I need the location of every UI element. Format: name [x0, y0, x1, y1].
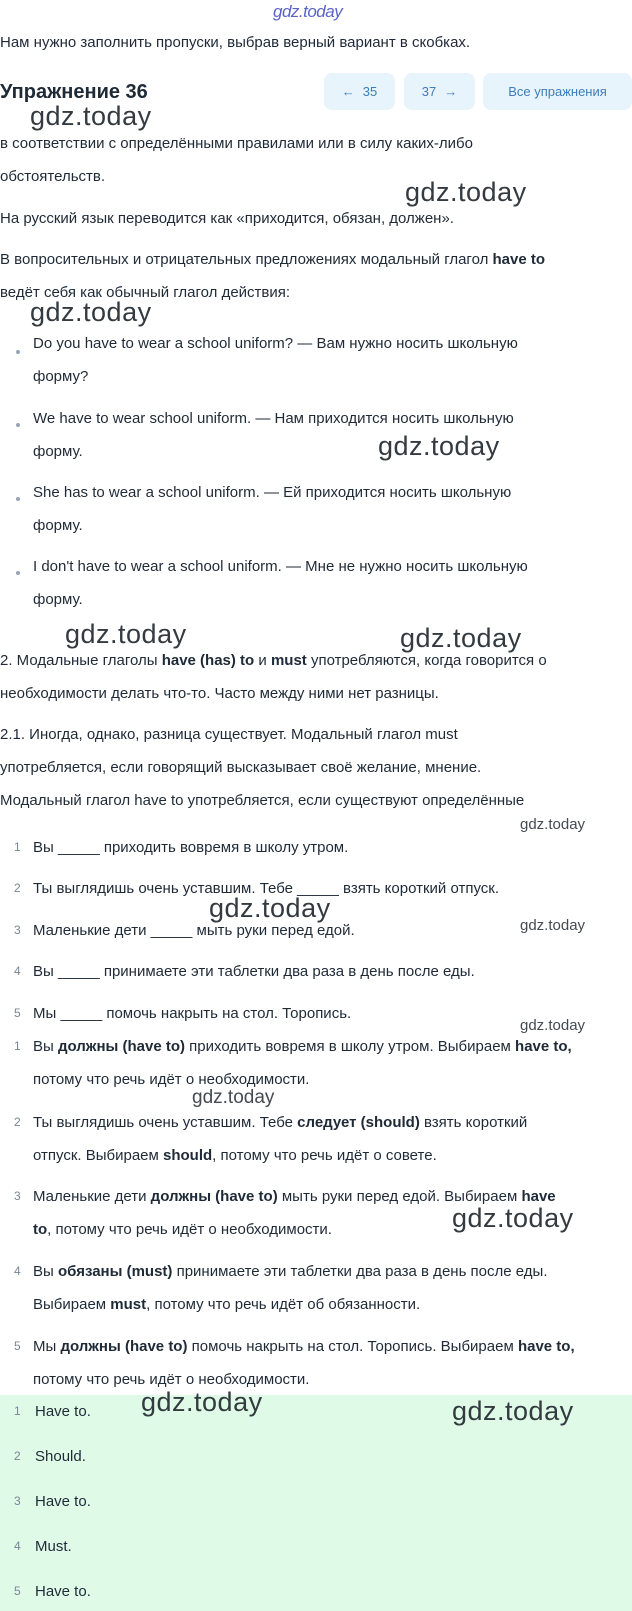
solution-item-cont: потому что речь идёт о необходимости. — [33, 1371, 310, 1388]
bullet-dot — [16, 350, 20, 354]
task-item: Вы _____ принимаете эти таблетки два раза в день после еды. — [33, 963, 475, 980]
answer-item: Must. — [35, 1538, 72, 1555]
solution-number: 4 — [14, 1264, 21, 1278]
theory-p4-line1: 2. Модальные глаголы have (has) to и must употребляются, когда говорится о — [0, 652, 547, 669]
watermark: gdz.today — [65, 619, 187, 649]
bullet-dot — [16, 571, 20, 575]
task-item: Мы _____ помочь накрыть на стол. Торопись. — [33, 1005, 352, 1022]
watermark: gdz.today — [400, 623, 522, 653]
solution-number: 1 — [14, 1039, 21, 1053]
instruction-text: Нам нужно заполнить пропуски, выбрав верный вариант в скобках. — [0, 34, 471, 51]
answer-number: 4 — [14, 1539, 21, 1553]
arrow-left-icon: ← — [341, 84, 355, 99]
list-item: She has to wear a school uniform. — Ей приходится носить школьную — [33, 484, 512, 501]
list-item: We have to wear school uniform. — Нам приходится носить школьную — [33, 410, 514, 427]
watermark: gdz.today — [452, 1203, 574, 1233]
task-number: 4 — [14, 964, 21, 978]
task-item: Ты выглядишь очень уставшим. Тебе _____ взять короткий отпуск. — [33, 880, 500, 897]
bullet-dot — [16, 423, 20, 427]
answer-number: 3 — [14, 1494, 21, 1508]
solution-item: Мы должны (have to) помочь накрыть на стол. Торопись. Выбираем have to, — [33, 1338, 575, 1355]
solution-item: Вы обязаны (must) принимаете эти таблетки два раза в день после еды. — [33, 1263, 548, 1280]
watermark: gdz.today — [405, 177, 527, 207]
prev-exercise-label: 35 — [362, 84, 378, 99]
answers-panel — [0, 1395, 632, 1611]
watermark: gdz.today — [209, 893, 331, 923]
prev-exercise-button[interactable] — [324, 73, 395, 110]
task-item: Маленькие дети _____ мыть руки перед едой. — [33, 922, 355, 939]
watermark: gdz.today — [30, 101, 152, 131]
solution-number: 2 — [14, 1115, 21, 1129]
site-logo[interactable]: gdz.today — [273, 2, 343, 21]
theory-p1-line1: в соответствии с определёнными правилами или в силу каких-либо — [0, 135, 473, 152]
watermark: gdz.today — [192, 1087, 275, 1108]
solution-item-cont: отпуск. Выбираем should, потому что речь идёт о совете. — [33, 1147, 437, 1164]
watermark: gdz.today — [378, 431, 500, 461]
watermark: gdz.today — [520, 1017, 586, 1034]
exercise-title: Упражнение 36 — [0, 81, 148, 103]
list-item: Do you have to wear a school uniform? — Вам нужно носить школьную — [33, 335, 518, 352]
theory-p1-line2: обстоятельств. — [0, 168, 106, 185]
next-exercise-label: 37 — [421, 84, 437, 99]
list-item-cont: форму? — [33, 368, 89, 385]
solution-number: 3 — [14, 1189, 21, 1203]
theory-p4-line2: необходимости делать что-то. Часто между ними нет разницы. — [0, 685, 439, 702]
solution-item: Маленькие дети должны (have to) мыть руки перед едой. Выбираем have — [33, 1188, 556, 1205]
solution-item: Вы должны (have to) приходить вовремя в школу утром. Выбираем have to, — [33, 1038, 572, 1055]
watermark: gdz.today — [30, 297, 152, 327]
theory-p5-line2: употребляется, если говорящий высказывает своё желание, мнение. — [0, 759, 482, 776]
theory-p2: На русский язык переводится как «приходится, обязан, должен». — [0, 210, 454, 227]
bullet-dot — [16, 497, 20, 501]
watermark: gdz.today — [520, 917, 586, 934]
answer-number: 1 — [14, 1404, 21, 1418]
task-number: 1 — [14, 840, 21, 854]
all-exercises-label: Все упражнения — [508, 84, 607, 99]
task-number: 2 — [14, 881, 21, 895]
answer-item: Should. — [35, 1448, 86, 1465]
next-exercise-button[interactable] — [404, 73, 475, 110]
arrow-right-icon: → — [444, 84, 458, 99]
solution-item-cont: to, потому что речь идёт о необходимости. — [33, 1221, 332, 1238]
list-item-cont: форму. — [33, 591, 83, 608]
theory-p3-line1: В вопросительных и отрицательных предложениях модальный глагол have to — [0, 251, 546, 268]
task-number: 5 — [14, 1006, 21, 1020]
list-item: I don't have to wear a school uniform. — Мне не нужно носить школьную — [33, 558, 528, 575]
task-number: 3 — [14, 923, 21, 937]
watermark: gdz.today — [141, 1387, 263, 1417]
list-item-cont: форму. — [33, 517, 83, 534]
answer-number: 2 — [14, 1449, 21, 1463]
solution-item-cont: Выбираем must, потому что речь идёт об обязанности. — [33, 1296, 421, 1313]
solution-item-cont: потому что речь идёт о необходимости. — [33, 1071, 310, 1088]
answer-number: 5 — [14, 1584, 21, 1598]
answer-item: Have to. — [35, 1493, 91, 1510]
answer-item: Have to. — [35, 1403, 91, 1420]
watermark: gdz.today — [520, 816, 586, 833]
watermark: gdz.today — [452, 1396, 574, 1426]
theory-p3-line2: ведёт себя как обычный глагол действия: — [0, 284, 291, 301]
solution-number: 5 — [14, 1339, 21, 1353]
theory-p5-line3: Модальный глагол have to употребляется, если существуют определённые — [0, 792, 525, 809]
task-item: Вы _____ приходить вовремя в школу утром. — [33, 839, 349, 856]
all-exercises-button[interactable] — [483, 73, 632, 110]
solution-item: Ты выглядишь очень уставшим. Тебе следует (should) взять короткий — [33, 1114, 528, 1131]
answer-item: Have to. — [35, 1583, 91, 1600]
theory-p5-line1: 2.1. Иногда, однако, разница существует. Модальный глагол must — [0, 726, 458, 743]
list-item-cont: форму. — [33, 443, 83, 460]
